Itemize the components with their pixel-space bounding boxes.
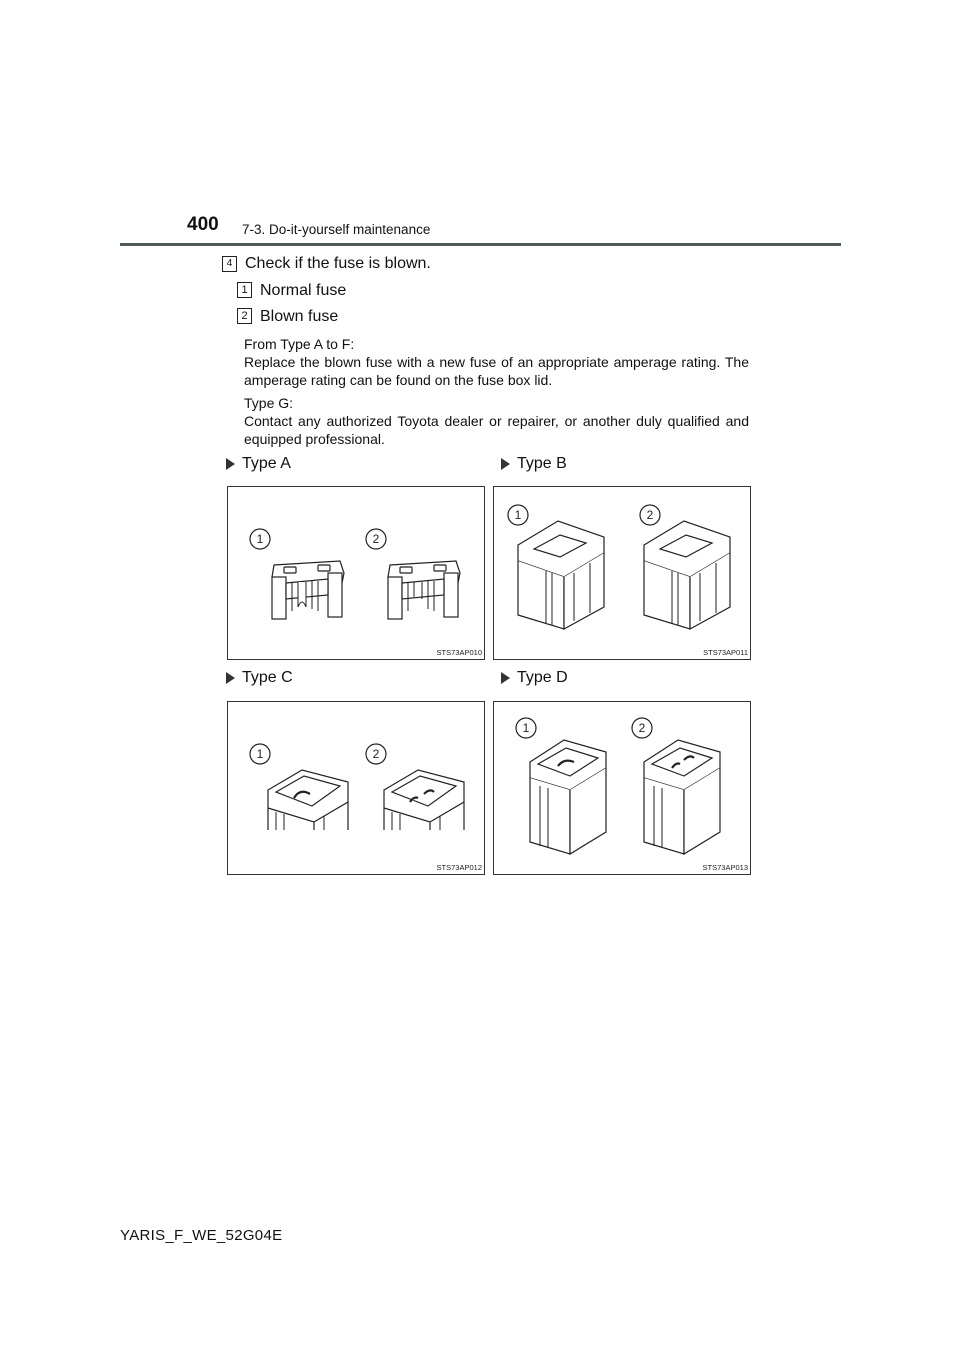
callout-number: 2 — [646, 508, 654, 522]
callout-number: 1 — [514, 508, 522, 522]
instruction-block — [244, 335, 749, 389]
item-label-normal-fuse: Normal fuse — [260, 282, 347, 299]
callout-number: 2 — [638, 721, 646, 735]
item-number-box: 1 — [237, 282, 252, 298]
normal-fuse-icon — [272, 561, 344, 619]
item-number-box: 2 — [237, 308, 252, 324]
instruction-heading: Type G: — [244, 395, 294, 411]
figure-code: STS73AP012 — [436, 863, 482, 872]
figure-label-type-a: Type A — [242, 455, 291, 472]
callout-number: 2 — [372, 747, 380, 761]
blown-fuse-icon — [644, 740, 720, 854]
normal-fuse-icon — [518, 521, 604, 629]
cartridge-fuse-illustration — [494, 487, 750, 659]
normal-fuse-icon — [530, 740, 606, 854]
triangle-bullet-icon — [501, 672, 510, 684]
page-number: 400 — [187, 214, 219, 235]
figure-type-d — [493, 701, 751, 875]
callout-number: 1 — [522, 721, 530, 735]
figure-code: STS73AP010 — [436, 648, 482, 657]
instruction-heading: From Type A to F: — [244, 336, 355, 352]
figure-label-type-b: Type B — [517, 455, 567, 472]
tall-cartridge-fuse-illustration — [494, 702, 750, 874]
callout-number: 1 — [256, 747, 264, 761]
callout-number: 2 — [372, 532, 380, 546]
triangle-bullet-icon — [226, 458, 235, 470]
figure-code: STS73AP011 — [703, 648, 748, 657]
step-title: Check if the fuse is blown. — [245, 255, 431, 272]
triangle-bullet-icon — [226, 672, 235, 684]
figure-type-a — [227, 486, 485, 660]
document-code: YARIS_F_WE_52G04E — [120, 1227, 283, 1244]
instruction-text: Contact any authorized Toyota dealer or repairer, or another duly qualified and equipped professional. — [244, 413, 749, 447]
figure-label-type-c: Type C — [242, 669, 293, 686]
figure-type-b — [493, 486, 751, 660]
blade-fuse-illustration — [228, 487, 484, 659]
instruction-block — [244, 394, 749, 448]
step-number-box: 4 — [222, 256, 237, 272]
instruction-text: Replace the blown fuse with a new fuse of an appropriate amperage rating. The amperage rating can be found on the fuse box lid. — [244, 354, 749, 388]
callout-number: 1 — [256, 532, 264, 546]
blown-fuse-icon — [644, 521, 730, 629]
figure-code: STS73AP013 — [702, 863, 748, 872]
mini-cartridge-fuse-illustration — [228, 702, 484, 874]
item-label-blown-fuse: Blown fuse — [260, 308, 339, 325]
figure-label-type-d: Type D — [517, 669, 568, 686]
blown-fuse-icon — [388, 561, 460, 619]
normal-fuse-icon — [268, 770, 348, 830]
header-rule — [120, 243, 841, 246]
figure-type-c — [227, 701, 485, 875]
blown-fuse-icon — [384, 770, 464, 830]
triangle-bullet-icon — [501, 458, 510, 470]
section-title: 7-3. Do-it-yourself maintenance — [242, 222, 431, 237]
